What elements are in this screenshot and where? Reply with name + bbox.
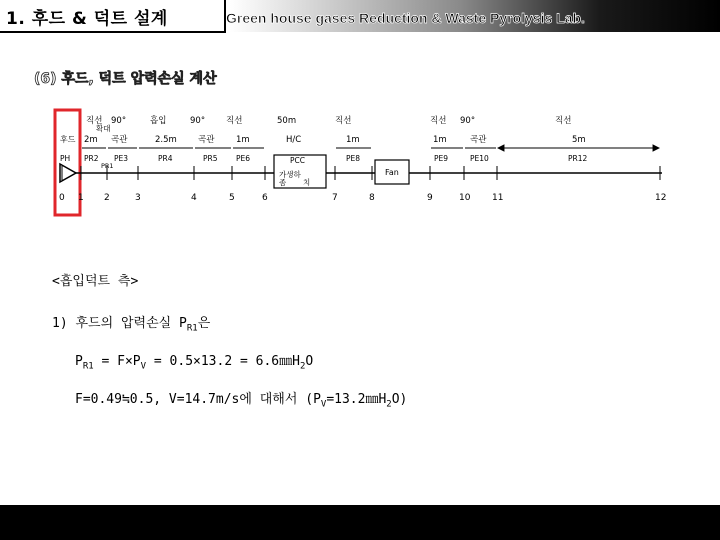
pressure-label: PE9 — [434, 154, 449, 163]
pressure-label: PE10 — [470, 154, 489, 163]
node-number: 5 — [229, 193, 235, 203]
pressure-label-small: PR1 — [101, 162, 114, 170]
fan-label: Fan — [385, 168, 399, 177]
diagram-seg-label: 곡관 — [198, 135, 215, 145]
diagram-top-label: 직선 — [335, 116, 352, 126]
node-number: 8 — [369, 193, 375, 203]
pressure-label: PR5 — [203, 154, 218, 163]
node-number: 10 — [459, 193, 471, 203]
diagram-seg-label: 곡관 — [111, 135, 128, 145]
pressure-label: PE8 — [346, 154, 361, 163]
pressure-label: PR2 — [84, 154, 99, 163]
item1-text: 1) 후드의 압력손실 $P_{R1}$은 — [52, 316, 211, 334]
diagram-top-label: 직선 — [86, 116, 103, 126]
diagram-seg-label: 2.5m — [155, 135, 177, 145]
node-number: 7 — [332, 193, 338, 203]
diagram-seg-label: H/C — [286, 135, 302, 145]
condition-line: F=0.49≒0.5, V=14.7m/s에 대해서 $(P_V=13.2㎜H_2O)$ — [75, 392, 408, 410]
air-cleaner-label: 치 — [303, 178, 311, 187]
diagram-top-label: 흡입 — [150, 116, 167, 126]
node-number: 4 — [191, 193, 197, 203]
page-title: 1. 후드 & 덕트 설계 — [6, 9, 168, 29]
diagram-top-label: 직선 — [226, 116, 243, 126]
diagram-top-label: 직선 — [555, 116, 572, 126]
diagram-top-label: 50m — [277, 116, 297, 126]
diagram-seg-label: 5m — [572, 135, 586, 145]
air-cleaner-label: 가생하 — [279, 170, 301, 179]
diagram-top-label: 90° — [190, 116, 206, 126]
diagram-seg-label: 곡관 — [470, 135, 487, 145]
node-number: 0 — [59, 193, 65, 203]
node-number: 6 — [262, 193, 268, 203]
node-number: 3 — [135, 193, 141, 203]
footer-lab-name: Green house gases Reduction & Waste Pyrolysis Lab. — [226, 10, 585, 26]
node-number: 9 — [427, 193, 433, 203]
diagram-seg-label: 1m — [236, 135, 250, 145]
diagram-seg-label: 1m — [433, 135, 447, 145]
node-number: 11 — [492, 193, 504, 203]
diagram-top-label: 90° — [460, 116, 476, 126]
node-number: 12 — [655, 193, 667, 203]
inlet-heading: <흡입덕트 측> — [52, 274, 139, 289]
diagram-top-label: 직선 — [430, 116, 447, 126]
pressure-label: PE6 — [236, 154, 251, 163]
diagram-top-label: 90° — [111, 116, 127, 126]
footer-bar — [0, 505, 720, 540]
hood-label: 후드 — [60, 135, 76, 144]
pressure-label: PR12 — [568, 154, 588, 163]
node-number: 1 — [78, 193, 84, 203]
pressure-label: PH — [60, 154, 71, 163]
equation-line: $P_{R1} = F\times P_V = 0.5\times 13.2$ = $6.6㎜H_2O$ — [75, 354, 314, 372]
dimension-arrows — [82, 145, 659, 151]
diagram-seg-label: 2m — [84, 135, 98, 145]
pressure-label: PE3 — [114, 154, 129, 163]
section-title: (6) 후드, 덕트 압력손실 계산 — [34, 71, 217, 87]
pressure-label: PCC — [290, 156, 305, 165]
node-number: 2 — [104, 193, 110, 203]
pressure-label: PR4 — [158, 154, 173, 163]
duct-diagram — [0, 0, 720, 240]
expansion-label: 확대 — [96, 124, 111, 133]
diagram-seg-label: 1m — [346, 135, 360, 145]
air-cleaner-label: 좀 — [279, 178, 287, 187]
